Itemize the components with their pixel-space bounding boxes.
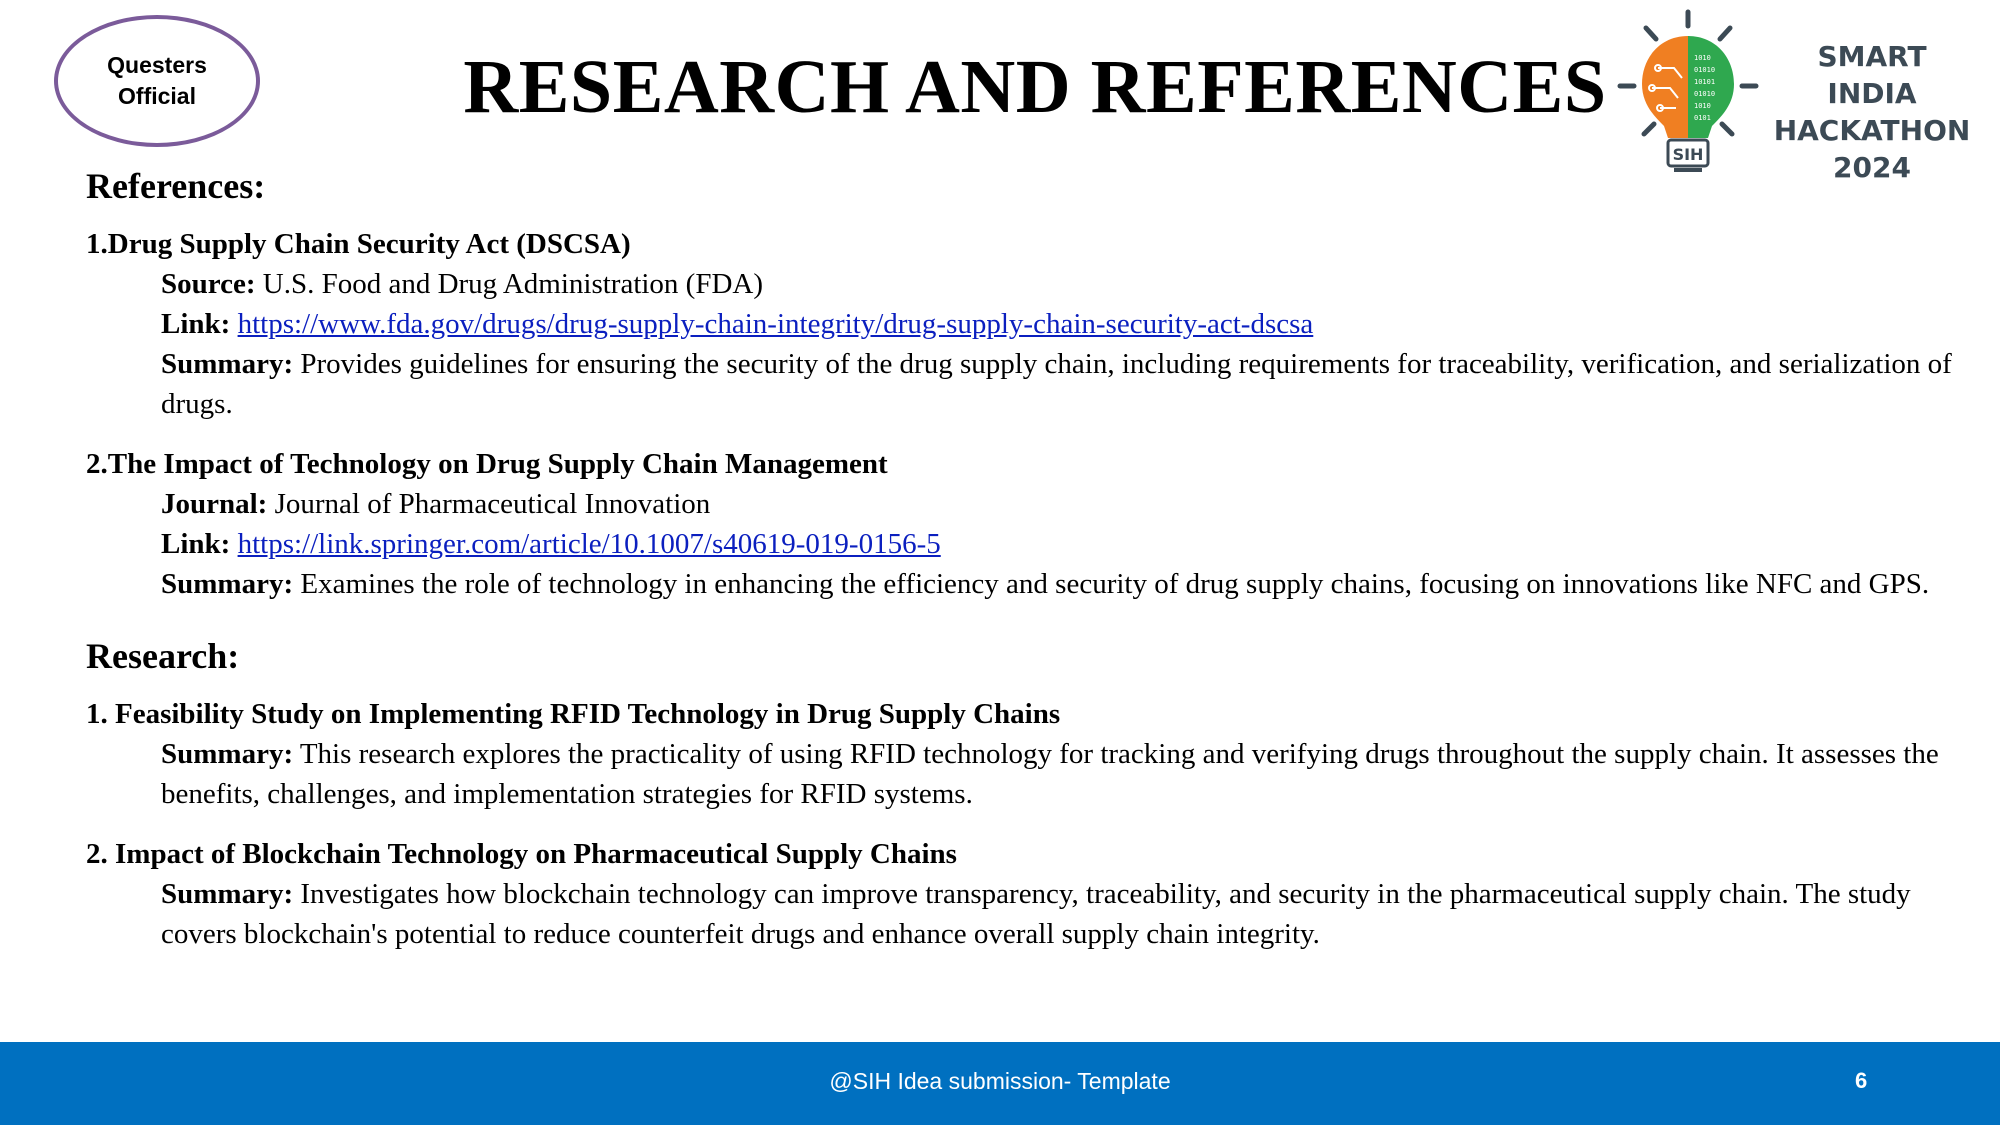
reference-link: [161, 304, 1966, 344]
team-badge: [54, 15, 260, 147]
springer-link[interactable]: https://link.springer.com/article/10.1007/s40619-019-0156-5: [237, 528, 941, 560]
reference-item: [86, 224, 1966, 424]
summary-label: Summary:: [161, 568, 294, 600]
svg-text:01010: 01010: [1694, 66, 1716, 74]
page-number: 6: [1855, 1068, 1868, 1093]
reference-body: [86, 484, 1966, 604]
journal-label: Journal:: [161, 488, 268, 520]
logo-line2: HACKATHON: [1773, 114, 1971, 147]
logo-line1: SMART INDIA: [1817, 40, 1927, 110]
link-label: Link:: [161, 528, 231, 560]
reference-journal: [161, 484, 1966, 524]
page-title: RESEARCH AND REFERENCES: [463, 45, 1607, 129]
svg-text:0101: 0101: [1694, 114, 1711, 122]
dscsa-link[interactable]: https://www.fda.gov/drugs/drug-supply-chain-integrity/drug-supply-chain-security-act-dscsa: [237, 308, 1314, 340]
reference-link: [161, 524, 1966, 564]
source-label: Source:: [161, 268, 256, 300]
summary-value: Examines the role of technology in enhancing the efficiency and security of drug supply chains, focusing on innovations like NFC and GPS.: [300, 568, 1930, 600]
research-title: 2. Impact of Blockchain Technology on Pharmaceutical Supply Chains: [86, 838, 957, 870]
research-summary: [161, 734, 1966, 814]
journal-value: Journal of Pharmaceutical Innovation: [274, 488, 711, 520]
logo-line3: 2024: [1833, 151, 1911, 184]
reference-summary: [161, 344, 1966, 424]
summary-label: Summary:: [161, 738, 294, 770]
team-badge-line2: Official: [118, 83, 196, 109]
footer-bar: [0, 1042, 2000, 1125]
research-title: 1. Feasibility Study on Implementing RFID Technology in Drug Supply Chains: [86, 698, 1061, 730]
research-summary: [161, 874, 1966, 954]
svg-text:10101: 10101: [1694, 78, 1716, 86]
logo-bulb-text: SIH: [1672, 145, 1704, 164]
summary-value: This research explores the practicality of using RFID technology for tracking and verifying drugs throughout the supply chain. It assesses the benefits, challenges, and implementation strategies for RFID systems.: [161, 738, 1939, 810]
summary-value: Provides guidelines for ensuring the security of the drug supply chain, including requirements for traceability, verification, and serialization of drugs.: [161, 348, 1952, 420]
reference-body: [86, 264, 1966, 424]
research-body: [86, 874, 1966, 954]
reference-source: [161, 264, 1966, 304]
svg-text:1010: 1010: [1694, 102, 1711, 110]
research-item: [86, 834, 1966, 954]
research-heading: Research:: [86, 636, 240, 676]
research-body: [86, 734, 1966, 814]
link-label: Link:: [161, 308, 231, 340]
summary-label: Summary:: [161, 348, 294, 380]
team-badge-line1: Questers: [107, 52, 207, 78]
footer-text: @SIH Idea submission- Template: [829, 1068, 1171, 1094]
summary-value: Investigates how blockchain technology can improve transparency, traceability, and security in the pharmaceutical supply chain. The study covers blockchain's potential to reduce counterfeit drugs and enhance overall supply chain integrity.: [161, 878, 1911, 950]
source-value: U.S. Food and Drug Administration (FDA): [262, 268, 764, 300]
research-item: [86, 694, 1966, 814]
reference-summary: [161, 564, 1966, 604]
references-heading: References:: [86, 166, 266, 206]
summary-label: Summary:: [161, 878, 294, 910]
reference-item: [86, 444, 1966, 604]
svg-text:01010: 01010: [1694, 90, 1716, 98]
slide-content: [86, 164, 1966, 974]
svg-text:1010: 1010: [1694, 54, 1711, 62]
reference-title: 2.The Impact of Technology on Drug Supply Chain Management: [86, 448, 888, 480]
reference-title: 1.Drug Supply Chain Security Act (DSCSA): [86, 228, 631, 260]
